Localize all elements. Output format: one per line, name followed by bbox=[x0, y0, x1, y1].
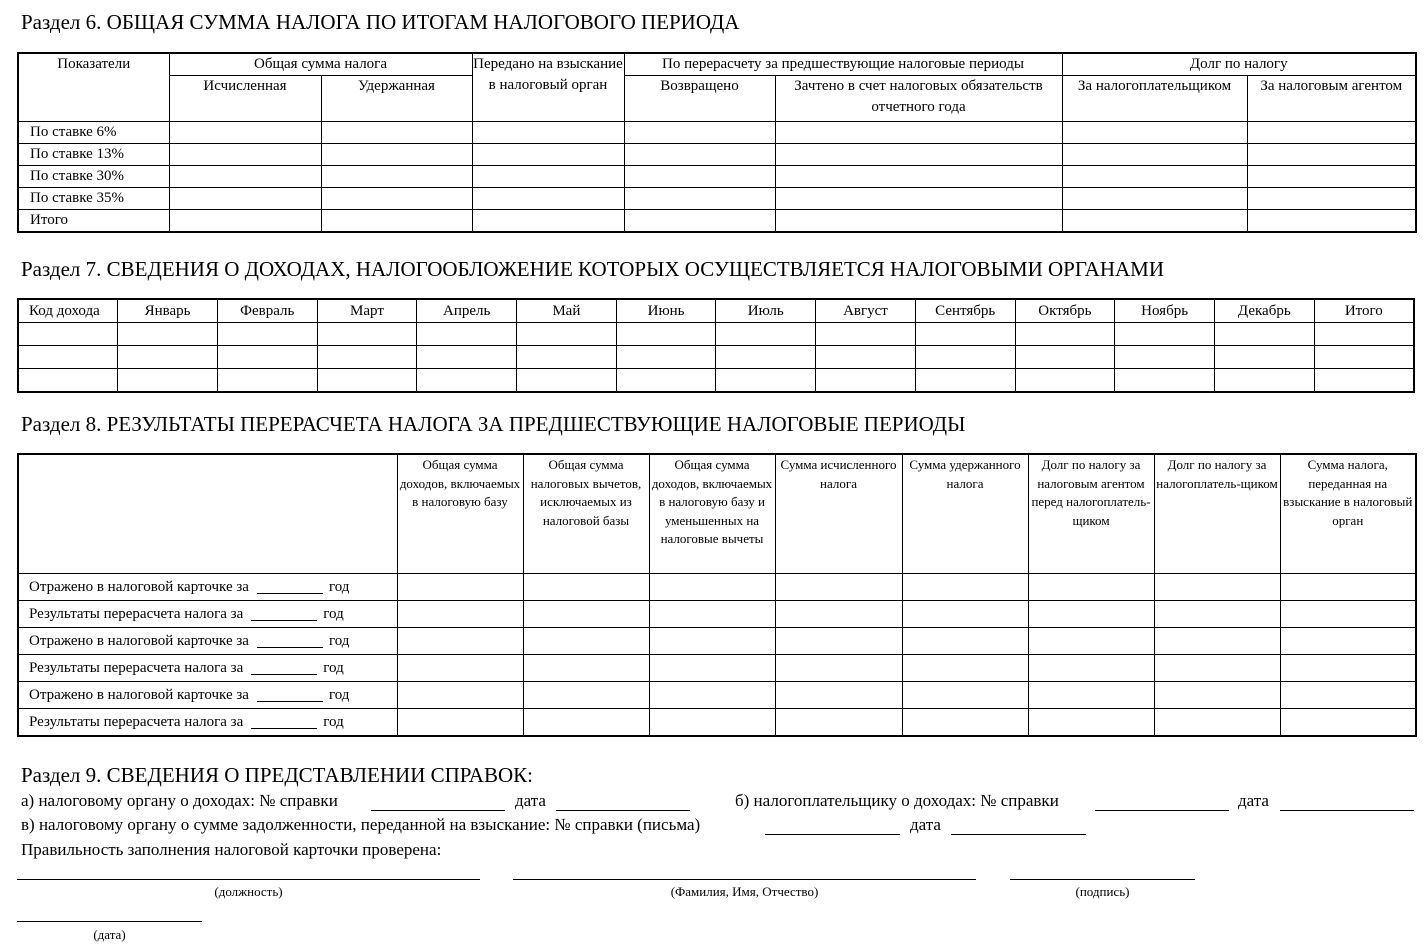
table-cell[interactable] bbox=[775, 210, 1062, 233]
table-cell[interactable] bbox=[775, 601, 902, 628]
table-cell[interactable] bbox=[397, 628, 523, 655]
table-cell[interactable] bbox=[1154, 682, 1280, 709]
col-header: Май bbox=[517, 299, 617, 323]
col-header: Январь bbox=[118, 299, 218, 323]
empty-header bbox=[18, 454, 397, 574]
line-b-label: б) налогоплательщику о доходах: № справки bbox=[735, 791, 1059, 810]
year-suffix: год bbox=[323, 606, 344, 622]
cert-number-b-field[interactable] bbox=[1095, 810, 1229, 811]
row-label-text: Результаты перерасчета налога за bbox=[29, 606, 244, 622]
table-cell[interactable] bbox=[915, 369, 1015, 393]
row-label bbox=[18, 682, 397, 709]
row-label: По ставке 13% bbox=[18, 144, 169, 166]
table-cell[interactable] bbox=[775, 655, 902, 682]
col-header: Июль bbox=[716, 299, 816, 323]
section8-title: Раздел 8. РЕЗУЛЬТАТЫ ПЕРЕРАСЧЕТА НАЛОГА ЗА ПРЕДШЕСТВУЮЩИЕ НАЛОГОВЫЕ ПЕРИОДЫ bbox=[21, 412, 966, 436]
section6-title: Раздел 6. ОБЩАЯ СУММА НАЛОГА ПО ИТОГАМ НАЛОГОВОГО ПЕРИОДА bbox=[21, 10, 740, 34]
table-cell[interactable] bbox=[397, 655, 523, 682]
table-cell[interactable] bbox=[624, 166, 775, 188]
year-blank[interactable] bbox=[251, 606, 317, 621]
table-cell[interactable] bbox=[649, 655, 775, 682]
row-label: Итого bbox=[18, 210, 169, 233]
row-label-text: Отражено в налоговой карточке за bbox=[29, 633, 249, 649]
date-a-label: дата bbox=[515, 791, 546, 810]
table-cell[interactable] bbox=[1280, 655, 1416, 682]
table-row bbox=[18, 655, 1416, 682]
col-header: Код дохода bbox=[18, 299, 118, 323]
section7-table bbox=[17, 298, 1415, 393]
table-cell[interactable] bbox=[321, 188, 472, 210]
table-cell[interactable] bbox=[1028, 655, 1154, 682]
table-cell[interactable] bbox=[1115, 323, 1215, 346]
row-label-text: Результаты перерасчета налога за bbox=[29, 714, 244, 730]
table-row bbox=[18, 601, 1416, 628]
table-cell[interactable] bbox=[902, 655, 1028, 682]
section7-title: Раздел 7. СВЕДЕНИЯ О ДОХОДАХ, НАЛОГООБЛОЖЕНИЕ КОТОРЫХ ОСУЩЕСТВЛЯЕТСЯ НАЛОГОВЫМИ ОРГАНАМИ bbox=[21, 257, 1165, 281]
row-label bbox=[18, 655, 397, 682]
table-cell[interactable] bbox=[517, 346, 617, 369]
fio-caption: (Фамилия, Имя, Отчество) bbox=[670, 884, 819, 899]
table-cell[interactable] bbox=[397, 601, 523, 628]
table-cell[interactable] bbox=[18, 346, 118, 369]
date-caption: (дата) bbox=[93, 927, 126, 942]
table-cell[interactable] bbox=[816, 323, 916, 346]
col-header: Сумма исчисленного налога bbox=[775, 454, 902, 574]
table-cell[interactable] bbox=[472, 144, 624, 166]
col-header: Ноябрь bbox=[1115, 299, 1215, 323]
table-cell[interactable] bbox=[517, 369, 617, 393]
year-suffix: год bbox=[328, 687, 350, 703]
row-label bbox=[18, 601, 397, 628]
table-cell[interactable] bbox=[902, 601, 1028, 628]
position-field[interactable] bbox=[17, 879, 480, 880]
table-cell[interactable] bbox=[1154, 601, 1280, 628]
col-header: Февраль bbox=[217, 299, 317, 323]
line-v-label: в) налоговому органу о сумме задолженности, переданной на взыскание: № справки (письма) bbox=[21, 815, 701, 834]
cert-number-v-field[interactable] bbox=[765, 834, 900, 835]
table-cell[interactable] bbox=[775, 122, 1062, 144]
table-row bbox=[18, 323, 1414, 346]
table-cell[interactable] bbox=[169, 166, 321, 188]
fio-field[interactable] bbox=[513, 879, 976, 880]
col-header: Долг по налогу за налоговым агентом перед налогоплатель-щиком bbox=[1028, 454, 1154, 574]
table-cell[interactable] bbox=[1247, 188, 1416, 210]
header-total-tax: Общая сумма налога bbox=[169, 53, 472, 76]
position-caption: (должность) bbox=[214, 884, 283, 899]
header-returned: Возвращено bbox=[624, 76, 775, 122]
table-cell[interactable] bbox=[1028, 601, 1154, 628]
table-row bbox=[18, 369, 1414, 393]
table-cell[interactable] bbox=[1280, 628, 1416, 655]
table-cell[interactable] bbox=[1214, 346, 1314, 369]
row-label-text: Результаты перерасчета налога за bbox=[29, 660, 244, 676]
col-header: Итого bbox=[1314, 299, 1414, 323]
col-header: Общая сумма доходов, включаемых в налоговую базу и уменьшенных на налоговые вычеты bbox=[649, 454, 775, 574]
table-cell[interactable] bbox=[624, 144, 775, 166]
table-cell[interactable] bbox=[1247, 144, 1416, 166]
table-cell[interactable] bbox=[169, 210, 321, 233]
table-cell[interactable] bbox=[517, 323, 617, 346]
table-cell[interactable] bbox=[1280, 709, 1416, 737]
table-cell[interactable] bbox=[649, 628, 775, 655]
table-cell[interactable] bbox=[217, 369, 317, 393]
table-cell[interactable] bbox=[649, 682, 775, 709]
table-cell[interactable] bbox=[321, 144, 472, 166]
col-header: Июнь bbox=[616, 299, 716, 323]
table-cell[interactable] bbox=[624, 210, 775, 233]
table-cell[interactable] bbox=[1062, 122, 1247, 144]
table-cell[interactable] bbox=[649, 574, 775, 601]
table-cell[interactable] bbox=[523, 628, 649, 655]
table-cell[interactable] bbox=[417, 323, 517, 346]
col-header: Долг по налогу за налогоплатель-щиком bbox=[1154, 454, 1280, 574]
table-cell[interactable] bbox=[775, 166, 1062, 188]
table-cell[interactable] bbox=[118, 346, 218, 369]
table-cell[interactable] bbox=[816, 369, 916, 393]
date-b-label: дата bbox=[1238, 791, 1269, 810]
table-row bbox=[18, 210, 1416, 233]
year-blank[interactable] bbox=[257, 633, 323, 648]
table-cell[interactable] bbox=[649, 601, 775, 628]
year-suffix: год bbox=[328, 633, 350, 649]
table-cell[interactable] bbox=[118, 369, 218, 393]
row-label bbox=[18, 709, 397, 737]
table-cell[interactable] bbox=[1314, 323, 1414, 346]
table-cell[interactable] bbox=[902, 574, 1028, 601]
row-label: По ставке 6% bbox=[18, 122, 169, 144]
year-suffix: год bbox=[323, 660, 344, 676]
cert-number-a-field[interactable] bbox=[371, 810, 505, 811]
year-blank[interactable] bbox=[257, 687, 323, 702]
col-header: Общая сумма доходов, включаемых в налоговую базу bbox=[397, 454, 523, 574]
table-cell[interactable] bbox=[616, 323, 716, 346]
col-header: Общая сумма налоговых вычетов, исключаемых из налоговой базы bbox=[523, 454, 649, 574]
year-blank[interactable] bbox=[257, 579, 323, 594]
section9-title: Раздел 9. СВЕДЕНИЯ О ПРЕДСТАВЛЕНИИ СПРАВОК: bbox=[21, 763, 533, 787]
table-cell[interactable] bbox=[472, 122, 624, 144]
table-cell[interactable] bbox=[1062, 210, 1247, 233]
table-cell[interactable] bbox=[1247, 122, 1416, 144]
header-recalc: По перерасчету за предшествующие налоговые периоды bbox=[624, 53, 1062, 76]
table-cell[interactable] bbox=[915, 346, 1015, 369]
table-cell[interactable] bbox=[716, 323, 816, 346]
table-cell[interactable] bbox=[1028, 682, 1154, 709]
table-cell[interactable] bbox=[616, 369, 716, 393]
table-row bbox=[18, 346, 1414, 369]
col-header: Апрель bbox=[417, 299, 517, 323]
col-header: Декабрь bbox=[1214, 299, 1314, 323]
table-row bbox=[18, 574, 1416, 601]
table-cell[interactable] bbox=[1154, 655, 1280, 682]
date-field[interactable] bbox=[17, 921, 202, 922]
table-cell[interactable] bbox=[1214, 323, 1314, 346]
table-cell[interactable] bbox=[217, 346, 317, 369]
line-a-label: а) налоговому органу о доходах: № справки bbox=[21, 791, 338, 810]
table-cell[interactable] bbox=[1028, 709, 1154, 737]
table-cell[interactable] bbox=[1062, 166, 1247, 188]
table-cell[interactable] bbox=[1280, 601, 1416, 628]
table-cell[interactable] bbox=[775, 628, 902, 655]
row-label bbox=[18, 574, 397, 601]
table-cell[interactable] bbox=[1062, 188, 1247, 210]
table-cell[interactable] bbox=[624, 188, 775, 210]
header-offset: Зачтено в счет налоговых обязательств отчетного года bbox=[775, 76, 1062, 122]
signature-field[interactable] bbox=[1010, 879, 1195, 880]
header-indicators: Показатели bbox=[18, 53, 169, 122]
table-cell[interactable] bbox=[169, 188, 321, 210]
row-label: По ставке 35% bbox=[18, 188, 169, 210]
row-label-text: Отражено в налоговой карточке за bbox=[29, 687, 249, 703]
row-label bbox=[18, 628, 397, 655]
table-cell[interactable] bbox=[169, 144, 321, 166]
table-cell[interactable] bbox=[649, 709, 775, 737]
table-cell[interactable] bbox=[1247, 166, 1416, 188]
table-row bbox=[18, 628, 1416, 655]
header-withheld: Удержанная bbox=[321, 76, 472, 122]
table-cell[interactable] bbox=[321, 166, 472, 188]
table-row bbox=[18, 122, 1416, 144]
table-row bbox=[18, 188, 1416, 210]
header-row bbox=[18, 299, 1414, 323]
col-header: Сумма удержанного налога bbox=[902, 454, 1028, 574]
table-cell[interactable] bbox=[523, 601, 649, 628]
table-cell[interactable] bbox=[1062, 144, 1247, 166]
table-cell[interactable] bbox=[321, 122, 472, 144]
table-cell[interactable] bbox=[321, 210, 472, 233]
table-cell[interactable] bbox=[523, 709, 649, 737]
table-cell[interactable] bbox=[915, 323, 1015, 346]
table-cell[interactable] bbox=[716, 369, 816, 393]
table-cell[interactable] bbox=[1015, 369, 1115, 393]
year-suffix: год bbox=[328, 579, 350, 595]
year-blank[interactable] bbox=[251, 660, 317, 675]
verified-label: Правильность заполнения налоговой карточки проверена: bbox=[21, 840, 442, 859]
col-header: Сентябрь bbox=[915, 299, 1015, 323]
table-cell[interactable] bbox=[169, 122, 321, 144]
date-a-field[interactable] bbox=[556, 810, 690, 811]
col-header: Август bbox=[816, 299, 916, 323]
header-debt: Долг по налогу bbox=[1062, 53, 1416, 76]
date-v-label: дата bbox=[910, 815, 941, 834]
table-cell[interactable] bbox=[1154, 709, 1280, 737]
table-cell[interactable] bbox=[417, 346, 517, 369]
table-cell[interactable] bbox=[775, 709, 902, 737]
table-cell[interactable] bbox=[902, 628, 1028, 655]
table-cell[interactable] bbox=[118, 323, 218, 346]
signature-caption: (подпись) bbox=[1075, 884, 1130, 899]
table-cell[interactable] bbox=[716, 346, 816, 369]
table-cell[interactable] bbox=[775, 144, 1062, 166]
table-cell[interactable] bbox=[523, 682, 649, 709]
year-blank[interactable] bbox=[251, 714, 317, 729]
table-cell[interactable] bbox=[217, 323, 317, 346]
table-cell[interactable] bbox=[1280, 682, 1416, 709]
table-cell[interactable] bbox=[1015, 346, 1115, 369]
table-cell[interactable] bbox=[1115, 369, 1215, 393]
table-cell[interactable] bbox=[1115, 346, 1215, 369]
header-by-taxpayer: За налогоплательщиком bbox=[1062, 76, 1247, 122]
table-cell[interactable] bbox=[523, 574, 649, 601]
table-cell[interactable] bbox=[472, 166, 624, 188]
header-transferred: Передано на взыскание в налоговый орган bbox=[472, 53, 624, 122]
table-row bbox=[18, 144, 1416, 166]
year-suffix: год bbox=[323, 714, 344, 730]
table-row bbox=[18, 166, 1416, 188]
table-cell[interactable] bbox=[317, 346, 417, 369]
header-calculated: Исчисленная bbox=[169, 76, 321, 122]
table-cell[interactable] bbox=[1015, 323, 1115, 346]
table-cell[interactable] bbox=[616, 346, 716, 369]
table-cell[interactable] bbox=[472, 210, 624, 233]
row-label: По ставке 30% bbox=[18, 166, 169, 188]
table-cell[interactable] bbox=[1028, 574, 1154, 601]
table-cell[interactable] bbox=[417, 369, 517, 393]
table-cell[interactable] bbox=[775, 188, 1062, 210]
table-cell[interactable] bbox=[18, 323, 118, 346]
table-cell[interactable] bbox=[1314, 369, 1414, 393]
table-row bbox=[18, 682, 1416, 709]
header-by-agent: За налоговым агентом bbox=[1247, 76, 1416, 122]
table-cell[interactable] bbox=[624, 122, 775, 144]
date-b-field[interactable] bbox=[1280, 810, 1414, 811]
table-cell[interactable] bbox=[472, 188, 624, 210]
table-cell[interactable] bbox=[397, 709, 523, 737]
table-cell[interactable] bbox=[317, 369, 417, 393]
section8-table bbox=[17, 453, 1417, 737]
col-header: Сумма налога, переданная на взыскание в налоговый орган bbox=[1280, 454, 1416, 574]
table-cell[interactable] bbox=[816, 346, 916, 369]
col-header: Октябрь bbox=[1015, 299, 1115, 323]
date-v-field[interactable] bbox=[951, 834, 1086, 835]
table-cell[interactable] bbox=[902, 709, 1028, 737]
table-cell[interactable] bbox=[775, 574, 902, 601]
table-cell[interactable] bbox=[1028, 628, 1154, 655]
table-cell[interactable] bbox=[18, 369, 118, 393]
table-row bbox=[18, 709, 1416, 737]
table-cell[interactable] bbox=[397, 682, 523, 709]
table-cell[interactable] bbox=[1154, 628, 1280, 655]
table-cell[interactable] bbox=[523, 655, 649, 682]
table-cell[interactable] bbox=[317, 323, 417, 346]
table-cell[interactable] bbox=[1280, 574, 1416, 601]
table-cell[interactable] bbox=[397, 574, 523, 601]
table-cell[interactable] bbox=[1214, 369, 1314, 393]
table-cell[interactable] bbox=[1247, 210, 1416, 233]
header-row bbox=[18, 454, 1416, 574]
col-header: Март bbox=[317, 299, 417, 323]
table-cell[interactable] bbox=[1314, 346, 1414, 369]
section6-table bbox=[17, 52, 1417, 233]
table-cell[interactable] bbox=[1154, 574, 1280, 601]
row-label-text: Отражено в налоговой карточке за bbox=[29, 579, 249, 595]
table-cell[interactable] bbox=[902, 682, 1028, 709]
table-cell[interactable] bbox=[775, 682, 902, 709]
